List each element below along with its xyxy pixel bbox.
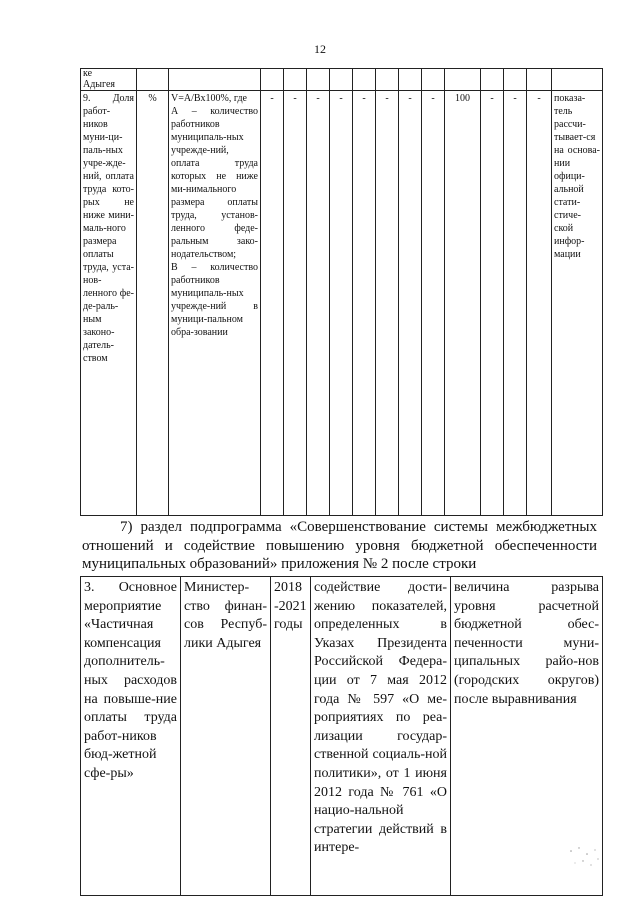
page-number: 12 <box>314 42 326 56</box>
value-cell: - <box>330 91 353 516</box>
indicators-table <box>80 68 603 516</box>
indicator-note: показа-тель рассчи-тывает-ся на основа-нии офици-альной стати-стиче-ской инфор-мации <box>552 91 603 516</box>
value-cell: - <box>527 91 552 516</box>
value-cell: - <box>376 91 399 516</box>
measure-result: величина разрыва уровня расчетной бюджетной обес-печенности муни-ципальных райо-нов (городских округов) после выравнивания <box>451 577 603 896</box>
measures-table <box>80 576 603 896</box>
measure-goal: содействие дости-жению показателей, определенных в Указах Президента Российской Федера-ции от 7 мая 2012 года № 597 «О ме-роприятиях по реа-лизации государ-ственной социаль-ной политики», от 1 июня 2012 года № 761 «О нацио-нальной стратегии действий в интере- <box>311 577 451 896</box>
value-cell: - <box>399 91 422 516</box>
table-row <box>81 577 603 896</box>
measure-years: 2018 -2021 годы <box>271 577 311 896</box>
value-cell: - <box>422 91 445 516</box>
indicator-unit: % <box>137 91 169 516</box>
table-row <box>81 91 603 516</box>
value-cell: - <box>353 91 376 516</box>
value-cell: - <box>481 91 504 516</box>
value-cell: 100 <box>445 91 481 516</box>
value-cell: - <box>284 91 307 516</box>
scan-artifact <box>565 843 605 873</box>
amendment-paragraph: 7) раздел подпрограмма «Совершенствование системы межбюджетных отношений и содействие повышению уровня бюджетной обеспеченности муниципальных образований» приложения № 2 после строки <box>82 519 597 572</box>
measure-name: 3. Основное мероприятие «Частичная компенсация дополнитель-ных расходов на повыше-ние оплаты труда работ-ников бюд-жетной сфе-ры» <box>81 577 181 896</box>
value-cell: - <box>307 91 330 516</box>
measure-executor: Министер-ство финан-сов Респуб-лики Адыгея <box>181 577 271 896</box>
value-cell: - <box>261 91 284 516</box>
cell-top-name: ке Адыгея <box>81 69 137 91</box>
indicator-formula: V=A/Bx100%, где А – количество работников муниципаль-ных учрежде-ний, оплата труда которых не ниже ми-нимального размера оплаты труда, установ-ленного феде-ральным зако-нодательством; В – количество работников муниципаль-ных учрежде-ний в муници-пальном обра-зовании <box>169 91 261 516</box>
value-cell: - <box>504 91 527 516</box>
indicator-name: 9. Доля работ-ников муни-ци-паль-ных учре-жде-ний, оплата труда кото-рых не ниже мини-маль-ного размера оплаты труда, уста-нов-ленного фе-де-раль-ным законо-датель-ством <box>81 91 137 516</box>
table-row <box>81 69 603 91</box>
